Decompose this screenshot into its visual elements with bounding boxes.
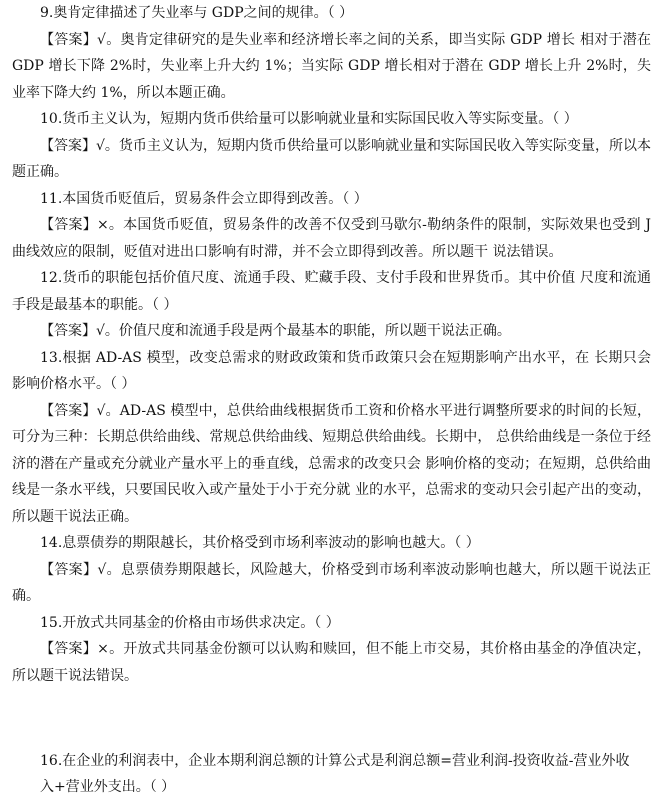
qa-item-9 <box>0 0 661 106</box>
question-14: 14.息票债券的期限越长，其价格受到市场利率波动的影响也越大。（ ） <box>40 535 480 551</box>
answer-10: 【答案】√。货币主义认为，短期内货币供给量可以影响就业量和实际国民收入等实际变量，所以本题正确。 <box>12 137 651 180</box>
qa-item-12 <box>0 265 661 345</box>
answer-12: 【答案】√。价值尺度和流通手段是两个最基本的职能，所以题干说法正确。 <box>40 323 511 339</box>
answer-9: 【答案】√。奥肯定律研究的是失业率和经济增长率之间的关系，即当实际 GDP 增长 相对于潜在 GDP 增长下降 2%时，失业率上升大约 1%；当实际 GDP 增长相对于潜在 GDP 增长上升 2%时，失业率下降大约 1%，所以本题正确。 <box>12 31 651 101</box>
answer-13: 【答案】√。AD-AS 模型中，总供给曲线根据货币工资和价格水平进行调整所要求的时间的长短，可分为三种：长期总供给曲线、常规总供给曲线、短期总供给曲线。长期中， 总供给曲线是一条位于经济的潜在产量或充分就业产量水平上的垂直线，总需求的改变只会 影响价格的变动；在短期，总供给曲线是一条水平线，只要国民收入或产量处于小于充分就 业的水平，总需求的变动只会引起产出的变动，所以题干说法正确。 <box>12 402 651 525</box>
qa-item-11 <box>0 186 661 266</box>
question-10: 10.货币主义认为，短期内货币供给量可以影响就业量和实际国民收入等实际变量。（ ） <box>40 111 578 127</box>
qa-item-10 <box>0 106 661 186</box>
answer-14: 【答案】√。息票债券期限越长，风险越大，价格受到市场利率波动影响也越大，所以题干说法正确。 <box>12 561 651 604</box>
question-11: 11.本国货币贬值后，贸易条件会立即得到改善。（ ） <box>40 190 368 207</box>
question-13: 13.根据 AD-AS 模型，改变总需求的财政政策和货币政策只会在短期影响产出水平，在 长期只会影响价格水平。（ ） <box>12 349 651 392</box>
cut-off-text: 16.在企业的利润表中，企业本期利润总额的计算公式是利润总额=营业利润-投资收益-营业外收入+营业外支出。（ ） <box>40 753 630 795</box>
qa-item-13 <box>0 345 661 531</box>
cut-off-line <box>40 753 640 795</box>
qa-item-14 <box>0 530 661 610</box>
question-12: 12.货币的职能包括价值尺度、流通手段、贮藏手段、支付手段和世界货币。其中价值 尺度和流通手段是最基本的职能。（ ） <box>12 270 651 313</box>
answer-11: 【答案】×。本国货币贬值，贸易条件的改善不仅受到马歇尔-勒纳条件的限制，实际效果也受到 J 曲线效应的限制，贬值对进出口影响有时滞，并不会立即得到改善。所以题干 说法错误。 <box>12 217 651 260</box>
question-15: 15.开放式共同基金的价格由市场供求决定。（ ） <box>40 614 340 631</box>
question-9: 9.奥肯定律描述了失业率与 GDP之间的规律。（ ） <box>40 5 354 21</box>
qa-item-15 <box>0 610 661 690</box>
answer-15: 【答案】×。开放式共同基金份额可以认购和赎回，但不能上市交易，其价格由基金的净值决定，所以题干说法错误。 <box>12 641 651 684</box>
